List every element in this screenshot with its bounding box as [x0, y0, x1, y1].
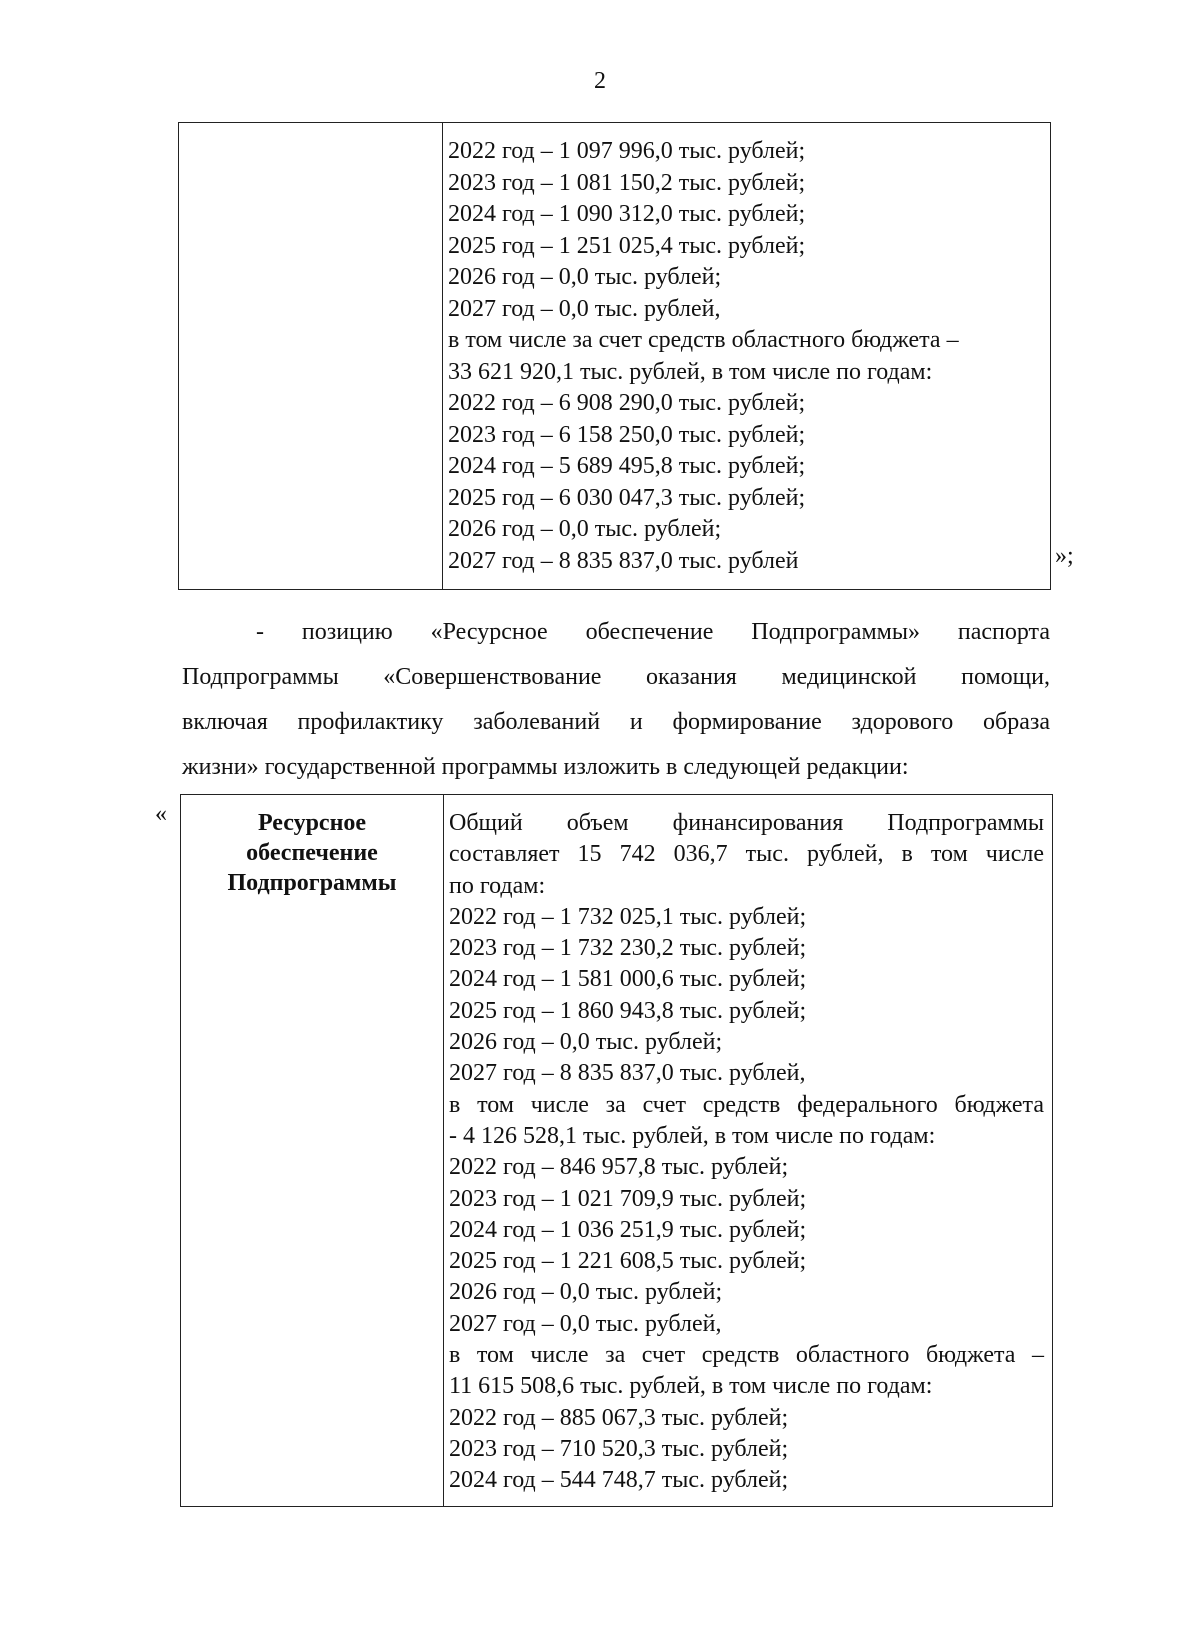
- label-line: Ресурсное: [257, 810, 367, 836]
- funding-line: 2027 год – 8 835 837,0 тыс. рублей: [448, 547, 799, 574]
- funding-text-cell: [448, 136, 1040, 577]
- funding-line: 2027 год – 8 835 837,0 тыс. рублей,: [449, 1060, 806, 1087]
- funding-line: 2026 год – 0,0 тыс. рублей;: [449, 1279, 723, 1306]
- paragraph-line: жизни» государственной программы изложить в следующей редакции:: [182, 754, 909, 780]
- funding-line: 2027 год – 0,0 тыс. рублей,: [448, 295, 721, 322]
- opening-quote-mark: «: [155, 801, 167, 827]
- funding-line: в том числе за счет средств областного бюджета –: [448, 327, 959, 353]
- funding-line: 2023 год – 1 021 709,9 тыс. рублей;: [449, 1185, 807, 1212]
- funding-line: 2026 год – 0,0 тыс. рублей;: [448, 516, 722, 542]
- resource-provision-table: [180, 794, 1053, 1507]
- funding-line: 2024 год – 1 036 251,9 тыс. рублей;: [449, 1216, 807, 1243]
- closing-quote-mark: »;: [1055, 543, 1074, 569]
- funding-text-cell: [449, 808, 1044, 1497]
- funding-line: 2022 год – 6 908 290,0 тыс. рублей;: [448, 390, 806, 416]
- column-divider: [443, 795, 444, 1506]
- funding-line: 2025 год – 1 251 025,4 тыс. рублей;: [448, 232, 806, 259]
- label-line: Подпрограммы: [227, 870, 397, 896]
- paragraph-line: - позицию «Ресурсное обеспечение Подпрограммы» паспорта: [256, 619, 1050, 645]
- funding-line: 2023 год – 710 520,3 тыс. рублей;: [449, 1435, 789, 1462]
- page-number: 2: [594, 68, 606, 94]
- funding-table-continued: [178, 122, 1051, 590]
- funding-line: 2022 год – 885 067,3 тыс. рублей;: [449, 1404, 789, 1431]
- funding-line: 2025 год – 1 221 608,5 тыс. рублей;: [449, 1248, 807, 1275]
- funding-line: 2024 год – 1 090 312,0 тыс. рублей;: [448, 201, 806, 227]
- funding-line: 2024 год – 544 748,7 тыс. рублей;: [449, 1467, 789, 1494]
- funding-line: 2022 год – 1 097 996,0 тыс. рублей;: [448, 138, 806, 164]
- funding-line: 2023 год – 1 732 230,2 тыс. рублей;: [449, 935, 807, 962]
- funding-line: 2026 год – 0,0 тыс. рублей;: [449, 1029, 723, 1056]
- funding-line: 2022 год – 846 957,8 тыс. рублей;: [449, 1154, 789, 1181]
- funding-line: 2026 год – 0,0 тыс. рублей;: [448, 264, 722, 290]
- paragraph-line: включая профилактику заболеваний и формирование здорового образа: [182, 709, 1050, 735]
- funding-line: 2025 год – 6 030 047,3 тыс. рублей;: [448, 484, 806, 511]
- funding-line: составляет 15 742 036,7 тыс. рублей, в том числе: [449, 841, 1044, 868]
- paragraph-line: Подпрограммы «Совершенствование оказания медицинской помощи,: [182, 664, 1050, 690]
- funding-line: в том числе за счет средств федерального бюджета: [449, 1091, 1044, 1118]
- funding-line: Общий объем финансирования Подпрограммы: [449, 810, 1044, 836]
- funding-line: 2023 год – 6 158 250,0 тыс. рублей;: [448, 421, 806, 448]
- label-line: обеспечение: [246, 840, 378, 866]
- resource-provision-label: [181, 808, 443, 898]
- funding-line: 33 621 920,1 тыс. рублей, в том числе по годам:: [448, 358, 933, 385]
- funding-line: 2024 год – 5 689 495,8 тыс. рублей;: [448, 453, 806, 479]
- funding-line: в том числе за счет средств областного бюджета –: [449, 1342, 1044, 1369]
- funding-line: 2025 год – 1 860 943,8 тыс. рублей;: [449, 997, 807, 1024]
- funding-line: 11 615 508,6 тыс. рублей, в том числе по годам:: [449, 1373, 933, 1400]
- column-divider: [442, 123, 443, 589]
- funding-line: 2024 год – 1 581 000,6 тыс. рублей;: [449, 966, 807, 993]
- amendment-paragraph: [182, 610, 1050, 790]
- funding-line: 2027 год – 0,0 тыс. рублей,: [449, 1310, 722, 1337]
- funding-line: по годам:: [449, 872, 546, 899]
- funding-line: 2023 год – 1 081 150,2 тыс. рублей;: [448, 169, 806, 196]
- funding-line: - 4 126 528,1 тыс. рублей, в том числе по годам:: [449, 1122, 936, 1149]
- funding-line: 2022 год – 1 732 025,1 тыс. рублей;: [449, 903, 807, 930]
